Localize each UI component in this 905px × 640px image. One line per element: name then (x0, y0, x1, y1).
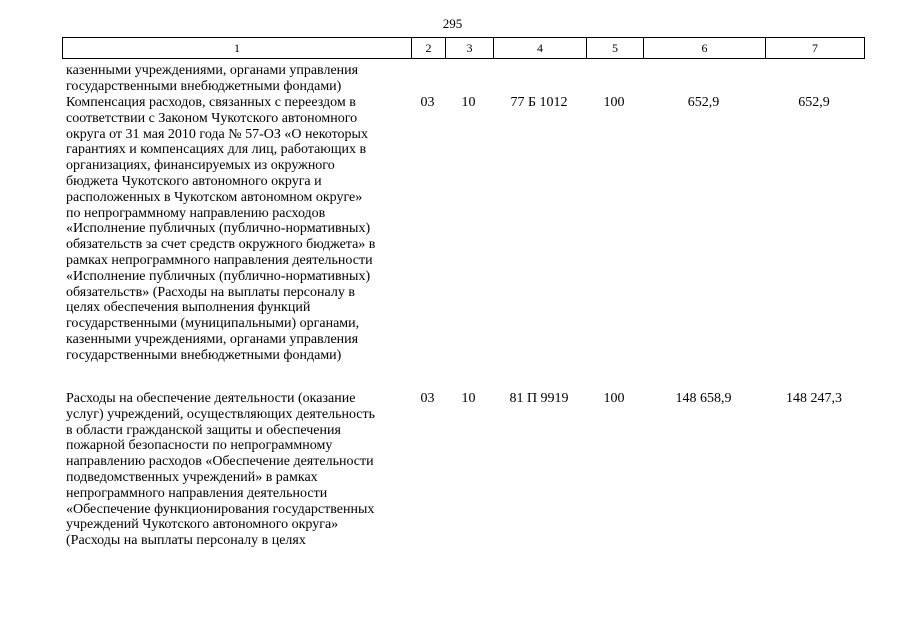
description-line: гарантиях и компенсациях для лиц, работающих в (66, 142, 367, 158)
description-line: услуг) учреждений, осуществляющих деятельность (66, 406, 376, 422)
description-line: казенными учреждениями, органами управления (66, 331, 359, 347)
description-line: учреждений Чукотского автономного округа» (66, 517, 339, 533)
description-line: (Расходы на выплаты персоналу в целях (66, 533, 306, 549)
description-line: организациях, финансируемых из окружного (66, 158, 335, 174)
cell-subsection: 10 (461, 391, 476, 406)
header-col-7: 7 (812, 41, 818, 55)
cell-amount-col6: 652,9 (687, 95, 720, 110)
description-line: в области гражданской защиты и обеспечения (66, 422, 341, 438)
cell-section: 03 (420, 391, 435, 406)
header-col-4: 4 (537, 41, 543, 55)
description-line: по непрограммному направлению расходов (66, 205, 326, 221)
cell-section: 03 (420, 95, 435, 110)
description-line: Расходы на обеспечение деятельности (оказание (66, 391, 356, 406)
description-line: соответствии с Законом Чукотского автономного (66, 110, 358, 126)
description-line: рамках непрограммного направления деятельности (66, 252, 373, 268)
description-line: бюджета Чукотского автономного округа и (66, 173, 322, 189)
header-col-2: 2 (425, 41, 432, 55)
table-header-row (62, 37, 865, 59)
description-line: «Исполнение публичных (публично-нормативных) (66, 221, 371, 237)
header-col-1: 1 (234, 41, 240, 55)
header-col-6: 6 (701, 41, 708, 55)
cell-target-article: 77 Б 1012 (510, 95, 568, 110)
description-line: «Обеспечение функционирования государственных (66, 501, 375, 517)
description-line: «Исполнение публичных (публично-нормативных) (66, 268, 371, 284)
description-line: округа от 31 мая 2010 года № 57-ОЗ «О некоторых (66, 126, 368, 142)
table-row-description (66, 391, 406, 549)
description-line: обязательств за счет средств окружного бюджета» в (66, 237, 376, 253)
description-line: Компенсация расходов, связанных с переездом в (66, 95, 356, 110)
description-line: целях обеспечения выполнения функций (66, 300, 311, 316)
description-line: обязательств» (Расходы на выплаты персоналу в (66, 284, 355, 300)
cell-target-article: 81 П 9919 (509, 391, 569, 406)
description-line: пожарной безопасности по непрограммному (66, 438, 333, 454)
description-line: государственными внебюджетными фондами) (66, 347, 342, 363)
description-line: казенными учреждениями, органами управления (66, 63, 359, 78)
cell-subsection: 10 (461, 95, 476, 110)
description-line: государственными (муниципальными) органами, (66, 316, 360, 332)
cell-amount-col7: 148 247,3 (786, 391, 842, 406)
page-number: 295 (442, 16, 463, 31)
cell-amount-col6: 148 658,9 (675, 391, 732, 406)
table-row-description (66, 63, 406, 95)
cell-amount-col7: 652,9 (798, 95, 830, 110)
description-line: расположенных в Чукотском автономном округе» (66, 189, 363, 205)
cell-expense-type: 100 (603, 95, 625, 110)
description-line: подведомственных учреждений» в рамках (66, 469, 318, 485)
cell-expense-type: 100 (603, 391, 625, 406)
description-line: направлению расходов «Обеспечение деятельности (66, 454, 374, 470)
table-row-description (66, 95, 406, 364)
header-col-5: 5 (612, 41, 618, 55)
description-line: государственными внебюджетными фондами) (66, 78, 342, 94)
description-line: непрограммного направления деятельности (66, 485, 328, 501)
header-col-3: 3 (466, 41, 473, 55)
